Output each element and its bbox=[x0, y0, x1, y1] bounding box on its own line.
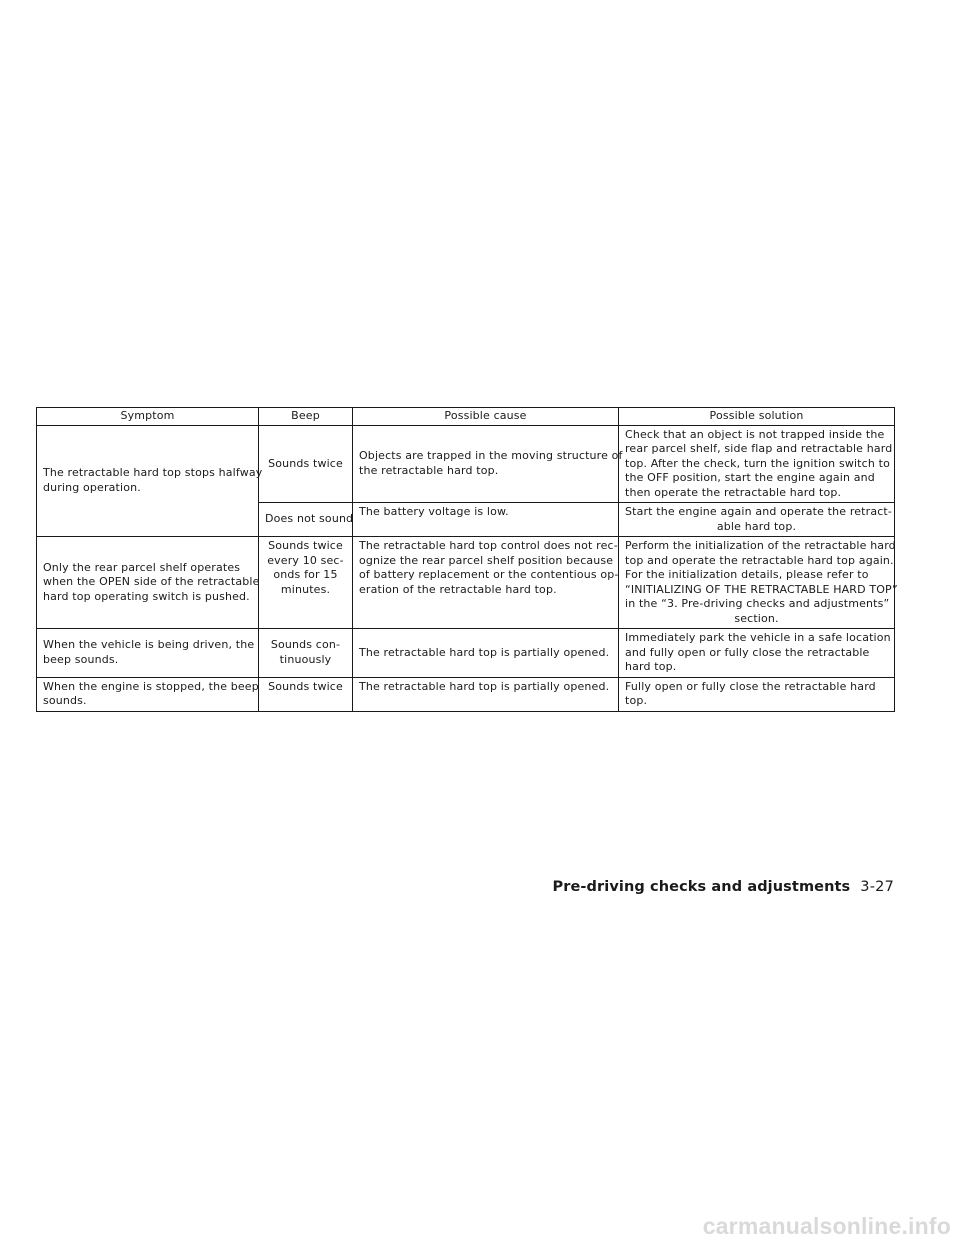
beep-cell bbox=[259, 503, 353, 537]
cell-text-line: rear parcel shelf, side flap and retractable hard bbox=[625, 442, 893, 455]
beep-cell bbox=[259, 425, 353, 503]
cell-text-line: top. bbox=[625, 694, 648, 707]
cell-text-line: Does not sound bbox=[265, 512, 354, 526]
symptom-cell bbox=[37, 425, 263, 537]
page-number: 3-27 bbox=[860, 879, 894, 895]
header-possible-solution: Possible solution bbox=[619, 408, 895, 426]
table-row bbox=[37, 677, 895, 711]
watermark: carmanualsonline.info bbox=[702, 1213, 951, 1239]
cell-text-line: Fully open or fully close the retractable hard bbox=[625, 679, 876, 693]
cell-text-line: Perform the initialization of the retractable hard bbox=[625, 539, 896, 552]
troubleshooting-table bbox=[36, 407, 898, 712]
cell-text-line: eration of the retractable hard top. bbox=[359, 582, 557, 596]
cell-text-line: The retractable hard top control does not rec- bbox=[359, 539, 618, 552]
cell-text-line: of battery replacement or the contentious op- bbox=[359, 568, 619, 581]
cell-text-line: Immediately park the vehicle in a safe location bbox=[625, 631, 891, 644]
cell-text-line: minutes. bbox=[280, 582, 331, 596]
footer-section-title: Pre-driving checks and adjustments bbox=[552, 879, 851, 895]
solution-cell bbox=[619, 425, 895, 503]
table-row bbox=[37, 425, 895, 503]
cell-text-line: The battery voltage is low. bbox=[359, 505, 509, 518]
solution-cell bbox=[619, 503, 895, 537]
solution-cell bbox=[619, 629, 895, 678]
cell-text-line: Sounds con- bbox=[270, 638, 341, 652]
cell-text-line: sounds. bbox=[43, 694, 87, 707]
cell-text-line: Sounds twice bbox=[268, 456, 343, 470]
cell-text-line: hard top. bbox=[625, 660, 677, 673]
cell-text-line: When the engine is stopped, the beep bbox=[43, 679, 259, 693]
cell-text-line: the OFF position, start the engine again and bbox=[625, 471, 875, 484]
cell-text-line: Only the rear parcel shelf operates bbox=[43, 560, 241, 574]
cell-text-line: The retractable hard top stops halfway bbox=[43, 466, 263, 480]
header-possible-cause: Possible cause bbox=[353, 408, 619, 426]
beep-cell bbox=[259, 537, 353, 629]
header-symptom: Symptom bbox=[37, 408, 259, 426]
cell-text-line: able hard top. bbox=[716, 519, 797, 533]
cell-text-line: Sounds twice bbox=[268, 539, 343, 552]
beep-cell bbox=[259, 629, 353, 678]
cell-text-line: Start the engine again and operate the retract- bbox=[625, 505, 892, 518]
page-footer bbox=[553, 878, 894, 896]
beep-cell bbox=[259, 677, 353, 711]
cell-text-line: Check that an object is not trapped inside the bbox=[625, 427, 885, 441]
table-header-row bbox=[37, 408, 895, 426]
cell-text-line: hard top operating switch is pushed. bbox=[43, 589, 250, 603]
cell-text-line: top and operate the retractable hard top again. bbox=[625, 553, 894, 567]
table-row bbox=[37, 537, 895, 629]
table-row bbox=[37, 629, 895, 678]
cause-cell bbox=[353, 537, 619, 629]
solution-cell bbox=[619, 537, 898, 629]
cell-text-line: beep sounds. bbox=[43, 652, 119, 666]
cause-cell bbox=[353, 677, 619, 711]
cell-text-line: the retractable hard top. bbox=[359, 463, 499, 477]
cell-text-line: “INITIALIZING OF THE RETRACTABLE HARD TOP” bbox=[625, 582, 898, 596]
cell-text-line: The retractable hard top is partially opened. bbox=[359, 679, 610, 693]
symptom-cell bbox=[37, 629, 259, 678]
cause-cell bbox=[353, 425, 623, 503]
solution-cell bbox=[619, 677, 895, 711]
cell-text-line: when the OPEN side of the retractable bbox=[43, 575, 260, 589]
symptom-cell bbox=[37, 677, 259, 711]
cell-text-line: For the initialization details, please refer to bbox=[625, 568, 869, 581]
cell-text-line: tinuously bbox=[279, 652, 332, 666]
cause-cell bbox=[353, 629, 619, 678]
cell-text-line: then operate the retractable hard top. bbox=[625, 485, 842, 499]
cell-text-line: and fully open or fully close the retractable bbox=[625, 645, 870, 659]
cell-text-line: every 10 sec- bbox=[267, 553, 344, 567]
cell-text-line: Sounds twice bbox=[268, 679, 343, 693]
cell-text-line: top. After the check, turn the ignition switch to bbox=[625, 456, 890, 470]
header-beep: Beep bbox=[259, 408, 353, 426]
cell-text-line: during operation. bbox=[43, 480, 141, 494]
cell-text-line: Objects are trapped in the moving structure of bbox=[359, 449, 623, 463]
cell-text-line: The retractable hard top is partially opened. bbox=[359, 645, 610, 659]
cause-cell bbox=[353, 503, 619, 537]
cell-text-line: in the “3. Pre-driving checks and adjustments” bbox=[625, 597, 890, 610]
cell-text-line: onds for 15 bbox=[273, 568, 338, 581]
cell-text-line: ognize the rear parcel shelf position because bbox=[359, 553, 614, 567]
cell-text-line: section. bbox=[734, 611, 779, 625]
cell-text-line: When the vehicle is being driven, the bbox=[43, 638, 255, 652]
symptom-cell bbox=[37, 537, 259, 629]
